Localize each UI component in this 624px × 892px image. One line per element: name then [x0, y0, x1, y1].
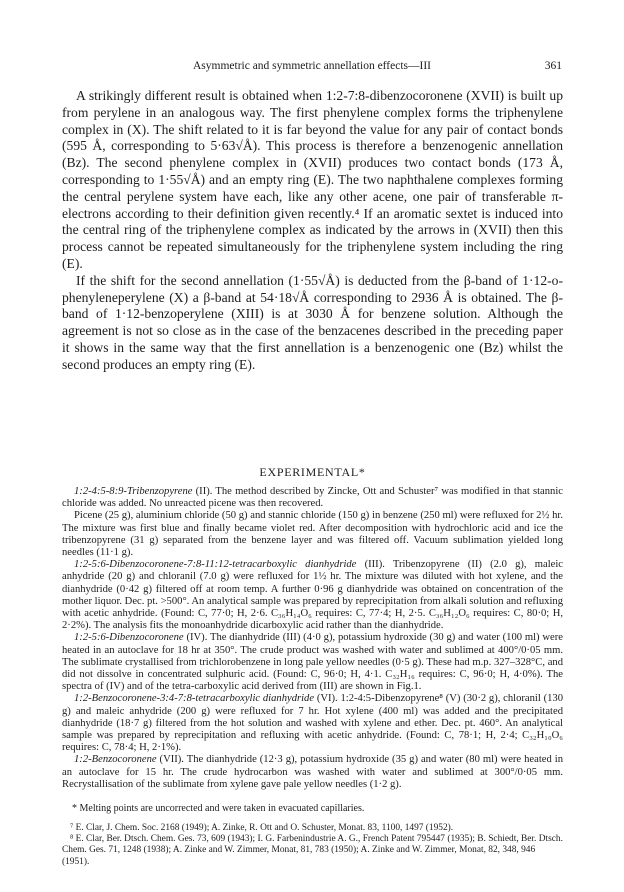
section-heading-experimental: EXPERIMENTAL* — [259, 465, 366, 479]
compound-name: 1:2-Benzocoronene-3:4-7:8-tetracarboxylic dianhydride — [74, 693, 315, 705]
experimental-paragraph — [62, 632, 563, 693]
page-number: 361 — [544, 60, 562, 72]
references — [62, 823, 563, 868]
experimental-paragraph — [62, 754, 563, 791]
procedure-text: (IV). The dianhydride (III) (4·0 g), potassium hydroxide (30 g) and water (100 ml) were heated in an autoclave for 18 hr at 350°. The crude product was washed with water and sublimed at 400°/0·05 mm. The sublimate crystallised from trichlorobenzene in long pale yellow needles (0·5 g). These had m.p. 327–328°C, and did not dissolve in concentrated sulphuric acid. (Found: C, 96·0; H, 4·1. C₃₂H₁₆ requires: C, 96·0; H, 4·0%). The spectra of (IV) and of the tetra-carboxylic acid derived from (III) are shown in Fig.1. — [62, 632, 563, 693]
procedure-text: Picene (25 g), aluminium chloride (50 g) and stannic chloride (150 g) in benzene (250 ml) were refluxed for 2½ hr. The mixture was first blue and finally became violet red. After decomposition with hydrochloric acid and ice the tribenzopyrene (31 g) separated from the benzene layer and was filtered off. Vacuum sublimation yielded long needles (11·1 g). — [62, 510, 563, 559]
discussion-text — [62, 88, 563, 374]
footnote-asterisk: * Melting points are uncorrected and were taken in evacuated capillaries. — [72, 803, 365, 814]
compound-name: 1:2-5:6-Dibenzocoronene — [74, 632, 184, 644]
running-head-title: Asymmetric and symmetric annellation effects—III — [192, 60, 431, 72]
procedure-text: (III). Tribenzopyrene (II) (2.0 g), maleic anhydride (20 g) and chloranil (7.0 g) were refluxed for 1½ hr. The mixture was diluted with hot xylene, and the dianhydride (0·42 g) filtered off at room temp. A further 0·96 g dianhydride was obtained on concentration of the mother liquor. Dec. pt. >500°. An analytical sample was prepared by reprecipitation from alkali solution and refluxing with acetic anhydride. (Found: C, 77·0; H, 2·6. C₃₆H₁₄O₆ requires: C, 77·4; H, 2·5. C₃₆H₁₂O₆ requires: C, 80·0; H, 2·2%). The analysis fits the monoanhydride dicarboxylic acid rather than the dianhydride. — [62, 559, 563, 632]
experimental-paragraph — [62, 693, 563, 754]
reference-item: ⁸ E. Clar, Ber. Dtsch. Chem. Ges. 73, 609 (1943); I. G. Farbenindustrie A. G., French Patent 795447 (1935); B. Schiedt, Ber. Dtsch. Chem. Ges. 71, 1248 (1938); A. Zinke and W. Zimmer, Monat, 81, 783 (1950); A. Zinke and W. Zimmer, Monat, 82, 348, 946 (1951). — [62, 834, 563, 867]
experimental-paragraph — [62, 486, 563, 510]
paragraph: If the shift for the second annellation (1·55√Å) is deducted from the β-band of 1·12-o-phenyleneperylene (X) a β-band at 54·18√Å corresponding to 2936 Å is obtained. The β-band of 1·12-benzoperylene (XIII) is at 3030 Å for benzene solution. Although the agreement is not so close as in the case of the benzacenes described in the preceding paper it shows in the same way that the first annellation is a benzenogenic one (Bz) whilst the second produces an empty ring (E). — [62, 272, 563, 372]
experimental-paragraph — [62, 559, 563, 632]
running-head — [62, 60, 562, 78]
procedure-text: (VI). 1:2-4:5-Dibenzopyrene⁸ (V) (30·2 g), chloranil (130 g) and maleic anhydride (200 g) were refluxed for 7 hr. Hot xylene (400 ml) was added and the precipitated dianhydride (18·7 g) filtered from the hot solution and washed with xylene and ether. Dec. pt. 460°. An analytical sample was prepared by reprecipitation and refluxing with acetic anhydride. (Found: C, 78·1; H, 2·4; C₃₂H₁₀O₆ requires: C, 78·4; H, 2·1%). — [62, 693, 563, 754]
compound-name: 1:2-5:6-Dibenzocoronene-7:8-11:12-tetracarboxylic dianhydride — [74, 559, 357, 571]
experimental-section — [62, 486, 563, 791]
procedure-text: (VII). The dianhydride (12·3 g), potassium hydroxide (35 g) and water (80 ml) were heated in an autoclave for 15 hr. The crude hydrocarbon was washed with water and sublimed at 300°/0·05 mm. Recrystallisation of the sublimate from xylene gave pale yellow needles (1·2 g). — [62, 754, 563, 790]
paragraph: A strikingly different result is obtained when 1:2-7:8-dibenzocoronene (XVII) is built up from perylene in an analogous way. The first phenylene complex forms the triphenylene complex in (X). The shift related to it is far beyond the value for any pair of contact bonds (595 Å, corresponding to 5·63√Å). This process is therefore a benzenogenic annellation (Bz). The second phenylene complex in (XVII) produces two contact bonds (173 Å, corresponding to 1·55√Å) and an empty ring (E). The two naphthalene complexes forming the central perylene system have each, like any other acene, one pair of transferable π-electrons according to their definition given recently.⁴ If an aromatic sextet is induced into the central ring of the triphenylene complex as indicated by the arrows in (XVII) then this process cannot be repeated simultaneously for the triphenylene system including the ring (E). — [62, 88, 563, 271]
reference-item: ⁷ E. Clar, J. Chem. Soc. 2168 (1949); A. Zinke, R. Ott and O. Schuster, Monat. 83, 1100, 1497 (1952). — [70, 823, 454, 833]
experimental-paragraph — [62, 510, 563, 559]
compound-name: 1:2-Benzocoronene — [74, 754, 157, 766]
compound-name: 1:2-4:5-8:9-Tribenzopyrene — [74, 486, 193, 497]
procedure-text: (II). The method described by Zincke, Ott and Schuster⁷ was modified in that stannic chloride was added. No unreacted picene was then recovered. — [62, 486, 563, 510]
